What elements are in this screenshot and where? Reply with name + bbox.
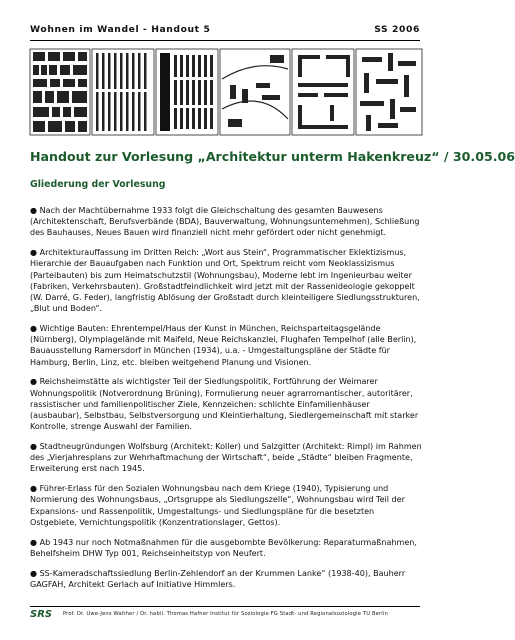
site-plan-3 bbox=[156, 49, 218, 135]
site-plan-6 bbox=[356, 49, 422, 135]
outline-item: ● Stadtneugründungen Wolfsburg (Architekt: Koller) und Salzgitter (Architekt: Rimpl) im Rahmen des „Vierjahresplans zur Wehrhaftmachung der Wirtschaft“, beide „Städte“ bleiben Fragmente, Erweiterung erst nach 1945. bbox=[30, 442, 422, 474]
outline-item: ● Architekturauffassung im Dritten Reich: „Wort aus Stein“, Programmatischer Eklektizismus, Hierarchie der Bauaufgaben nach Funktion und Ort, Spektrum reicht vom Neoklassizismus (Parteibauten) bis zum Heimatschutzstil (Wohnungsbau), Moderne lebt im Ingenieurbau weiter (Fabriken, Verkehrsbauten). Großstadtfeindlichkeit wird jetzt mit der Rassenideologie gekoppelt (W. Darré, G. Feder), langfristig Ablösung der Großstadt durch kleinteiligere Siedlungsstrukturen, „Blut und Boden“. bbox=[30, 248, 420, 314]
site-plan-4 bbox=[220, 49, 290, 135]
header-semester: SS 2006 bbox=[374, 24, 420, 35]
outline-item: ● Reichsheimstätte als wichtigster Teil der Siedlungspolitik, Fortführung der Weimarer Wohnungspolitik (Notverordnung Brüning), Formulierung neuer agrarromantischer, autoritärer, rassistischer und familienpolitischer Ziele, Kennzeichen: schlichte Einfamilienhäuser (ausbaubar), Selbstbau, Selbstversorgung und Kleintierhaltung, Siedlergemeinschaft mit starker Kontrolle, strenge Auswahl der Familien. bbox=[30, 377, 419, 432]
page-footer bbox=[30, 609, 422, 623]
footer-credit: Prof. Dr. Uwe-Jens Walther / Dr. habil. Thomas Hafner Institut für Soziologie FG Stadt- und Regionalsoziologie TU Berlin bbox=[63, 611, 388, 617]
header-course-title: Wohnen im Wandel - Handout 5 bbox=[30, 24, 211, 35]
handout-title: Handout zur Vorlesung „Architektur unterm Hakenkreuz“ / 30.05.06 bbox=[30, 149, 515, 164]
site-plan-1 bbox=[30, 49, 90, 135]
site-plan-5 bbox=[292, 49, 354, 135]
outline-item: ● Ab 1943 nur noch Notmaßnahmen für die ausgebombte Bevölkerung: Reparaturmaßnahmen, Behelfsheim DHW Typ 001, Reichseinheitstyp von Neufert. bbox=[30, 537, 417, 558]
footer-rule bbox=[30, 606, 420, 607]
outline-item: ● Wichtige Bauten: Ehrentempel/Haus der Kunst in München, Reichsparteitagsgelände (Nürnberg), Olympiagelände mit Maifeld, Neue Reichskanzlei, Flughafen Tempelhof (alle Berlin), Bauausstellung Ramersdorf in München (1934), u.a. - Umgestaltungspläne der Städte für Hamburg, Berlin, Linz, etc. bleiben weitgehend Planung und Visionen. bbox=[30, 324, 417, 367]
lecture-outline bbox=[30, 205, 422, 599]
outline-item: ● SS-Kameradschaftssiedlung Berlin-Zehlendorf an der Krummen Lanke“ (1938-40), Bauherr GAGFAH, Architekt Gerlach auf Initiative Himmlers. bbox=[30, 568, 406, 589]
outline-item: ● Nach der Machtübernahme 1933 folgt die Gleichschaltung des gesamten Bauwesens (Architektenschaft, Berufsverbände (BDA), Bauverwaltung, Wohnungsunternehmen), Schließung des Bauhauses, Neues Bauen wird finanziell nicht mehr gefördert oder nicht genehmigt. bbox=[30, 206, 420, 238]
srs-logo: SRS bbox=[30, 609, 53, 620]
section-heading: Gliederung der Vorlesung bbox=[30, 179, 166, 190]
header-rule bbox=[30, 40, 420, 41]
page-header bbox=[30, 24, 420, 38]
site-plan-2 bbox=[92, 49, 154, 135]
site-plans-banner bbox=[30, 49, 422, 135]
outline-item: ● Führer-Erlass für den Sozialen Wohnungsbau nach dem Kriege (1940), Typisierung und Normierung des Wohnungsbaus, „Ortsgruppe als Siedlungszelle“, Wohnungsbau wird Teil der Expansions- und Rassenpolitik, Umgestaltungs- und Siedlungspläne für die besetzten Ostgebiete, Vernichtungspolitik (Konzentrationslager, Gettos). bbox=[30, 484, 405, 527]
